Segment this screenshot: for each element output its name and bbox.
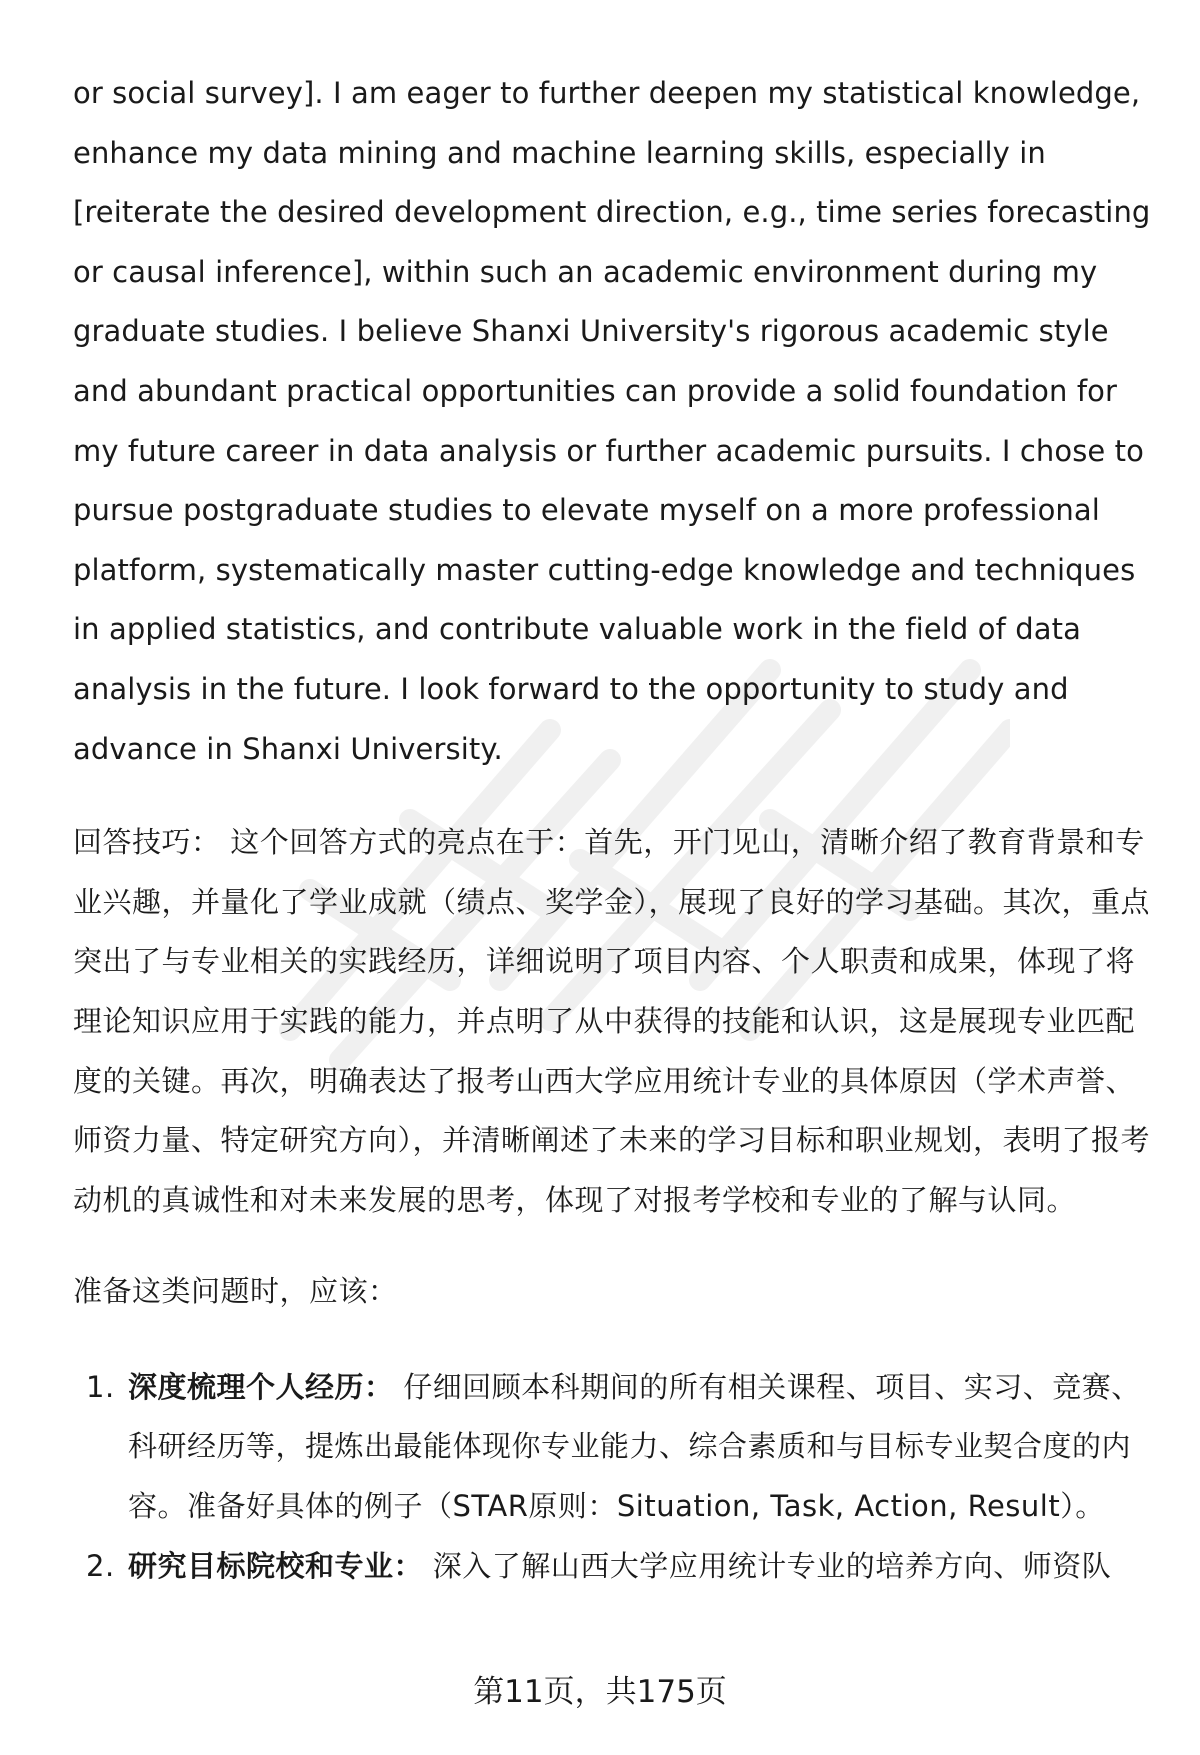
page-content: [73, 64, 1153, 1596]
list-number: 2.: [86, 1548, 115, 1583]
tips-paragraph: [73, 813, 1153, 1230]
english-paragraph: or social survey]. I am eager to further deepen my statistical knowledge, enhance my data mining and machine learning skills, especially in [reiterate the desired development direction, e.g., time series forecasting or causal inference], within such an academic environment during my graduate studies. I believe Shanxi University's rigorous academic style and abundant practical opportunities can provide a solid foundation for my future career in data analysis or further academic pursuits. I chose to pursue postgraduate studies to elevate myself on a more professional platform, systematically master cutting-edge knowledge and techniques in applied statistics, and contribute valuable work in the field of data analysis in the future. I look forward to the opportunity to study and advance in Shanxi University.: [73, 76, 1151, 766]
tips-text: 这个回答方式的亮点在于：首先，开门见山，清晰介绍了教育背景和专业兴趣，并量化了学业成就（绩点、奖学金），展现了良好的学习基础。其次，重点突出了与专业相关的实践经历，详细说明了项目内容、个人职责和成果，体现了将理论知识应用于实践的能力，并点明了从中获得的技能和认识，这是展现专业匹配度的关键。再次，明确表达了报考山西大学应用统计专业的具体原因（学术声誉、师资力量、特定研究方向），并清晰阐述了未来的学习目标和职业规划，表明了报考动机的真诚性和对未来发展的思考，体现了对报考学校和专业的了解与认同。: [73, 825, 1151, 1217]
list-item: [73, 1358, 1153, 1537]
prep-list: [73, 1358, 1153, 1596]
prep-intro: 准备这类问题时，应该：: [73, 1274, 398, 1309]
list-number: 1.: [86, 1369, 115, 1404]
tips-label: 回答技巧：: [73, 825, 221, 860]
page-footer: 第11页，共175页: [473, 1674, 727, 1710]
list-item: [73, 1537, 1153, 1597]
list-item-body: 仔细回顾本科期间的所有相关课程、项目、实习、竞赛、科研经历等，提炼出最能体现你专业能力、综合素质和与目标专业契合度的内容。准备好具体的例子（STAR原则：Situation, Task, Action, Result）。: [128, 1369, 1141, 1524]
list-item-body: 深入了解山西大学应用统计专业的培养方向、师资队: [423, 1548, 1112, 1583]
list-item-heading: 深度梳理个人经历：: [128, 1369, 394, 1404]
list-item-heading: 研究目标院校和专业：: [128, 1548, 424, 1583]
